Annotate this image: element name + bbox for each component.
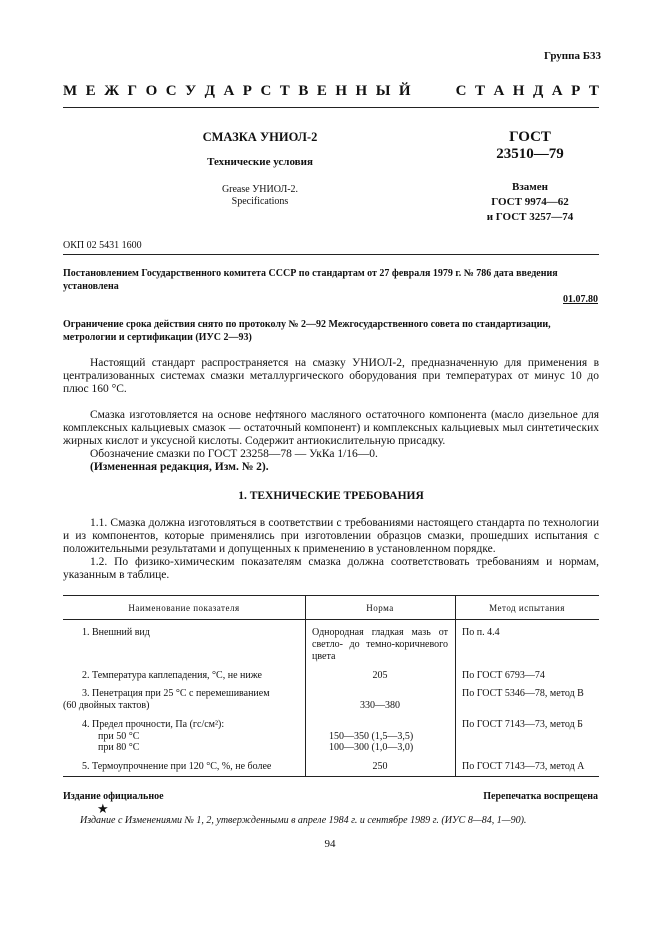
heading-letter: О <box>145 83 158 99</box>
gost-number: 23510—79 <box>496 146 564 162</box>
heading-letter: Д <box>532 83 544 99</box>
table-row-3-name-cont: (60 двойных тактов) <box>63 700 150 711</box>
table-row-4-sub-80: при 80 °С <box>98 742 140 753</box>
star-mark: ★ <box>97 801 109 816</box>
heading-letter: Ж <box>104 83 120 99</box>
product-subtitle: Технические условия <box>207 156 313 168</box>
table-bottom-rule <box>63 776 599 777</box>
english-subtitle: Specifications <box>231 196 289 207</box>
replaces-label: Взамен <box>512 181 548 193</box>
section-title: 1. ТЕХНИЧЕСКИЕ ТРЕБОВАНИЯ <box>238 490 424 502</box>
product-title: СМАЗКА УНИОЛ-2 <box>202 130 318 144</box>
heading-letter: С <box>455 83 467 99</box>
intro-paragraph-2: Смазка изготовляется на основе нефтяного масляного остаточного компонента (масло дизельное для комплексных кальциевых смазок — остаточный компонент) и комплексных кальциевых мыл синтетических жирных кислот и уксусной кислоты. Содержит антиокислительную присадку. <box>63 409 599 447</box>
amendment-note: (Измененная редакция, Изм. № 2). <box>90 461 269 473</box>
table-row-1-norm: Однородная гладкая мазь от светло- до темно-коричневого цвета <box>312 627 448 662</box>
section-paragraph-1-2: 1.2. По физико-химическим показателям смазка должна соответствовать требованиям и нормам, указанным в таблице. <box>63 556 599 581</box>
heading-letter: Н <box>512 83 525 99</box>
heading-letter: Т <box>279 83 290 99</box>
intro-paragraph-1: Настоящий стандарт распространяется на смазку УНИОЛ-2, предназначенную для применения в централизованных системах смазки металлургического оборудования при температурах от минус 10 до плюс 160 °С. <box>63 357 599 395</box>
table-row-3-norm: 330—380 <box>360 700 400 711</box>
replaces-standard-1: ГОСТ 9974—62 <box>491 196 569 208</box>
heading-letter: С <box>165 83 177 99</box>
heading-letter: А <box>551 83 563 99</box>
table-body-divider-2 <box>455 619 456 776</box>
okp-code: ОКП 02 5431 1600 <box>63 240 142 251</box>
heading-letter: С <box>260 83 272 99</box>
designation-paragraph: Обозначение смазки по ГОСТ 23258—78 — УкКа 1/16—0. <box>90 448 378 460</box>
gost-label: ГОСТ <box>509 129 551 145</box>
heading-rule <box>63 107 599 108</box>
table-row-5-method: По ГОСТ 7143—73, метод А <box>462 761 585 772</box>
reprint-prohibited: Перепечатка воспрещена <box>483 791 598 802</box>
decree-text-cont: установлена <box>63 281 119 292</box>
heading-letter: В <box>298 83 309 99</box>
table-row-5-norm: 250 <box>372 761 388 772</box>
table-row-4-sub-50: при 50 °С <box>98 731 140 742</box>
table-row-5-name: 5. Термоупрочнение при 120 °С, %, не более <box>82 761 272 772</box>
table-header-rule <box>63 619 599 620</box>
heading-letter: М <box>63 83 78 99</box>
heading-letter: Н <box>335 83 348 99</box>
okp-rule <box>63 254 599 255</box>
heading-letter: А <box>493 83 505 99</box>
table-row-2-norm: 205 <box>372 670 388 681</box>
table-header-indicator: Наименование показателя <box>128 603 240 613</box>
limitation-note: Ограничение срока действия снято по протоколу № 2—92 Межгосударственного совета по стандартизации, <box>63 319 551 330</box>
heading-letter: Н <box>355 83 368 99</box>
decree-text: Постановлением Государственного комитета СССР по стандартам от 27 февраля 1979 г. № 786 дата введения <box>63 268 558 279</box>
edition-note: Издание с Изменениями № 1, 2, утвержденными в апреле 1984 г. и сентябре 1989 г. (ИУС 8—84, 1—90). <box>80 815 527 826</box>
introduction-date: 01.07.80 <box>563 294 598 305</box>
heading-letter: Ы <box>375 83 391 99</box>
heading-letter: Р <box>242 83 252 99</box>
heading-letter: Р <box>571 83 581 99</box>
heading-letter: Й <box>398 83 411 99</box>
table-row-2-name: 2. Температура каплепадения, °С, не ниже <box>82 670 262 681</box>
section-paragraph-1-1: 1.1. Смазка должна изготовляться в соответствии с требованиями настоящего стандарта по технологии и из компонентов, которые применялись при изготовлении образцов смазки, прошедших испытания с положительными результатами и допущенных к применению в установленном порядке. <box>63 517 599 555</box>
heading-letter: Г <box>127 83 138 99</box>
page-number: 94 <box>324 838 336 850</box>
table-header-method: Метод испытания <box>489 603 565 613</box>
replaces-standard-2: и ГОСТ 3257—74 <box>486 211 574 223</box>
table-header-norm: Норма <box>366 603 394 613</box>
table-row-4-method: По ГОСТ 7143—73, метод Б <box>462 719 583 730</box>
table-row-3-method: По ГОСТ 5346—78, метод В <box>462 688 584 699</box>
table-row-2-method: По ГОСТ 6793—74 <box>462 670 545 681</box>
table-row-4-norm-50: 150—350 (1,5—3,5) <box>329 731 414 742</box>
official-edition: Издание официальное <box>63 791 164 802</box>
table-top-rule <box>63 595 599 596</box>
heading-letter: Е <box>85 83 96 99</box>
table-row-1-method: По п. 4.4 <box>462 627 500 638</box>
table-row-1-name: 1. Внешний вид <box>82 627 150 638</box>
table-row-4-norm-80: 100—300 (1,0—3,0) <box>329 742 414 753</box>
table-row-4-name: 4. Предел прочности, Па (гс/см²): <box>82 719 225 730</box>
limitation-note-cont: метрологии и сертификации (ИУС 2—93) <box>63 332 252 343</box>
heading-letter: Т <box>474 83 485 99</box>
english-title: Grease УНИОЛ-2. <box>221 184 299 195</box>
table-body-divider-1 <box>305 619 306 776</box>
heading-letter: Д <box>204 83 215 99</box>
group-code: Группа Б33 <box>544 50 601 62</box>
heading-letter: У <box>185 83 197 99</box>
heading-letter: А <box>223 83 235 99</box>
interstate-standard-heading <box>63 83 599 100</box>
heading-letter: Т <box>588 83 599 99</box>
heading-letter: Е <box>316 83 327 99</box>
heading-word-gap <box>419 83 447 100</box>
table-row-3-name: 3. Пенетрация при 25 °С с перемешиванием <box>82 688 270 699</box>
